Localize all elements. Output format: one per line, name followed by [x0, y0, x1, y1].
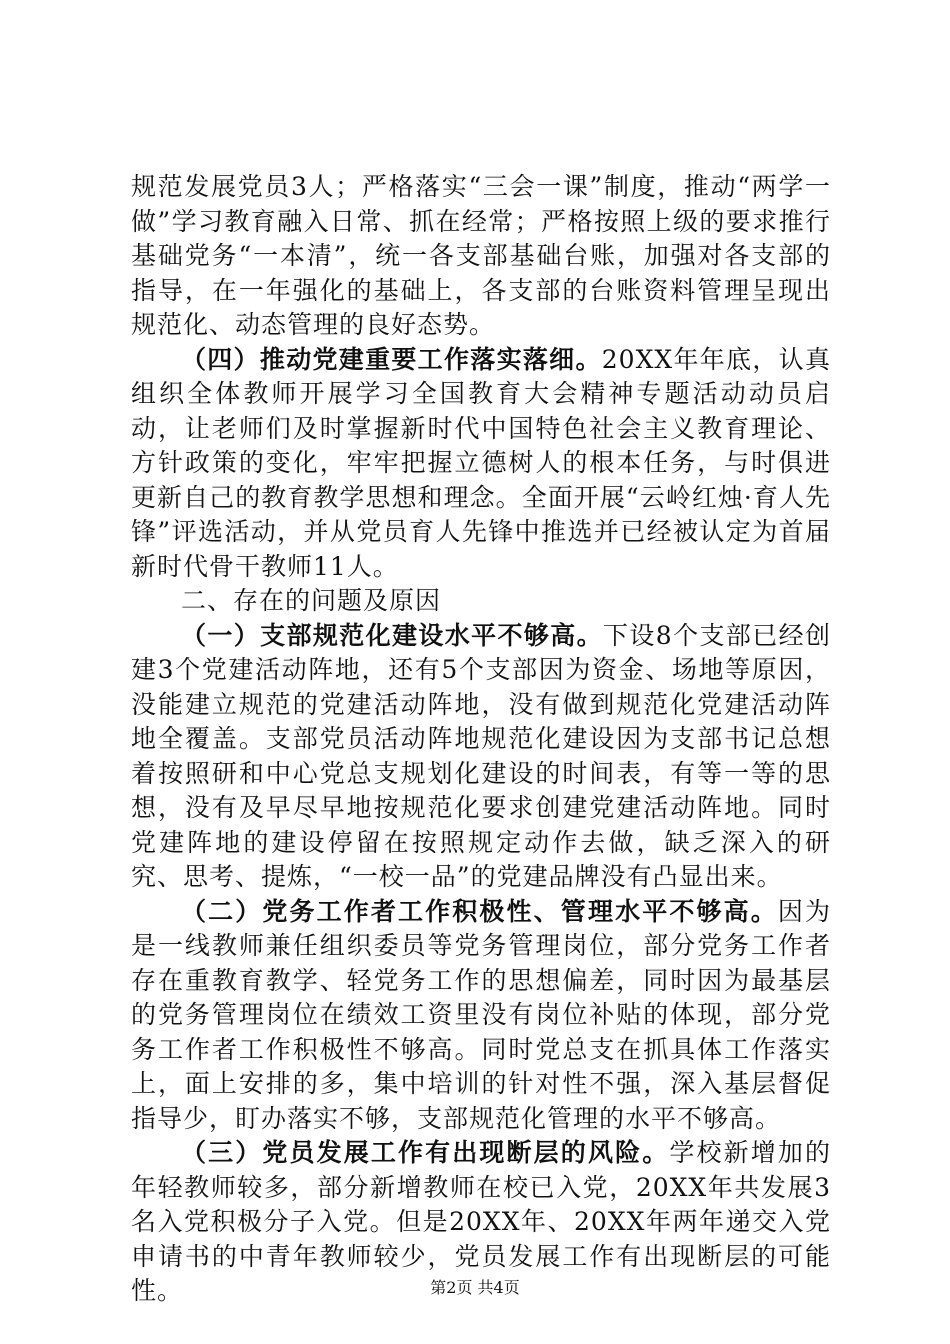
section-heading: （二）党务工作者工作积极性、管理水平不够高。 [181, 896, 778, 926]
section-heading: （四）推动党建重要工作落实落细。 [181, 344, 602, 374]
paragraph-problem-2 [131, 895, 831, 1137]
page-footer [0, 1275, 950, 1298]
section-heading: （一）支部规范化建设水平不够高。 [181, 620, 604, 650]
page-number: 第2页 共4页 [430, 1278, 520, 1297]
document-body [131, 170, 831, 1309]
chapter-heading-text: 二、存在的问题及原因 [181, 586, 442, 615]
chapter-heading [131, 584, 831, 619]
paragraph-text: 下设8个支部已经创建3个党建活动阵地，还有5个支部因为资金、场地等原因，没能建立规范的党建活动阵地，没有做到规范化党建活动阵地全覆盖。支部党员活动阵地规范化建设因为支部书记总想着按照研和中心党总支规划化建设的时间表，有等一等的思想，没有及早尽早地按规范化要求创建党建活动阵地。同时党建阵地的建设停留在按照规定动作去做，缺乏深入的研究、思考、提炼，“一校一品”的党建品牌没有凸显出来。 [131, 620, 831, 891]
paragraph-section-4 [131, 343, 831, 585]
paragraph-text: 因为是一线教师兼任组织委员等党务管理岗位，部分党务工作者存在重教育教学、轻党务工作的思想偏差，同时因为最基层的党务管理岗位在绩效工资里没有岗位补贴的体现，部分党务工作者工作积极性不够高。同时党总支在抓具体工作落实上，面上安排的多，集中培训的针对性不强，深入基层督促指导少，盯办落实不够，支部规范化管理的水平不够高。 [131, 896, 831, 1133]
paragraph-text: 20XX年年底，认真组织全体教师开展学习全国教育大会精神专题活动动员启动，让老师们及时掌握新时代中国特色社会主义教育理论、方针政策的变化，牢牢把握立德树人的根本任务，与时俱进更新自己的教育教学思想和理念。全面开展“云岭红烛·育人先锋”评选活动，并从党员育人先锋中推选并已经被认定为首届新时代骨干教师11人。 [131, 344, 831, 581]
paragraph-text: 学校新增加的年轻教师较多，部分新增教师在校已入党，20XX年共发展3名入党积极分子入党。但是20XX年、20XX年两年递交入党申请书的中青年教师较少，党员发展工作有出现断层的可能性。 [131, 1138, 831, 1305]
paragraph-problem-1 [131, 619, 831, 895]
paragraph-text: 规范发展党员3人；严格落实“三会一课”制度，推动“两学一做”学习教育融入日常、抓在经常；严格按照上级的要求推行基础党务“一本清”，统一各支部基础台账，加强对各支部的指导，在一年强化的基础上，各支部的台账资料管理呈现出规范化、动态管理的良好态势。 [131, 172, 831, 339]
section-heading: （三）党员发展工作有出现断层的风险。 [181, 1138, 670, 1167]
paragraph-continuation [131, 170, 831, 343]
